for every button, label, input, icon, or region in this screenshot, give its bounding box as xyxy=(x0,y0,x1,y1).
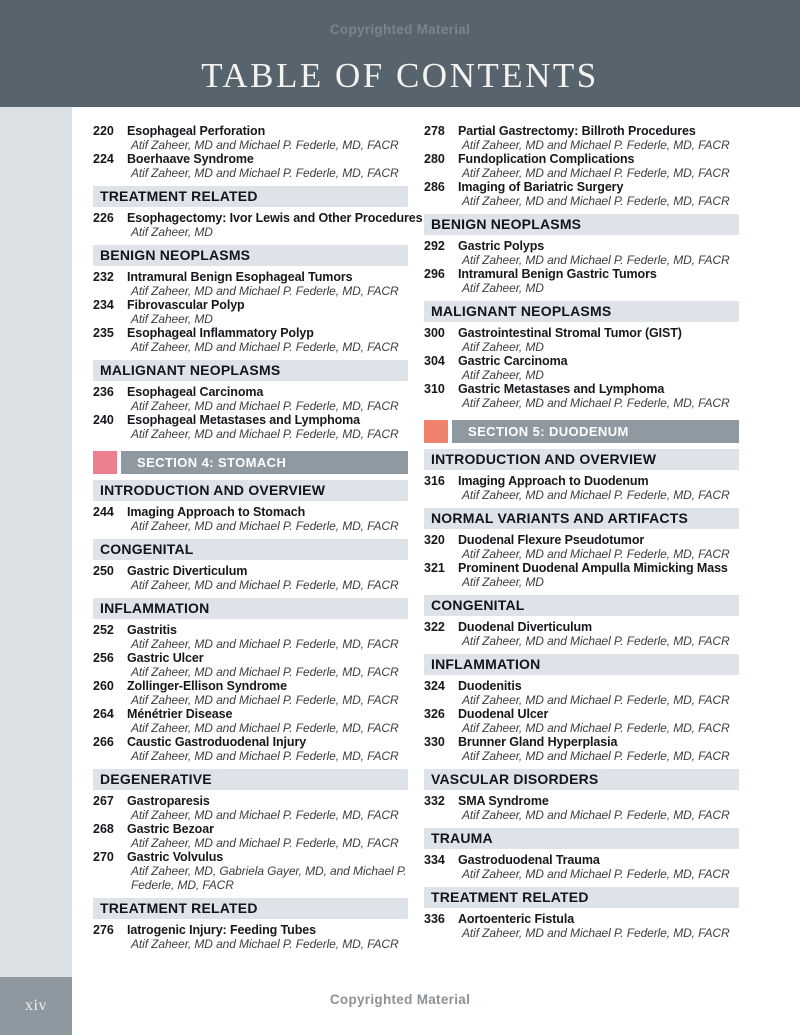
toc-entry-title: Gastric Diverticulum xyxy=(127,564,248,578)
toc-entry-body xyxy=(127,822,408,850)
toc-entry-body xyxy=(458,707,739,735)
toc-entry-page-number: 264 xyxy=(93,707,114,721)
toc-entry-page-number: 266 xyxy=(93,735,114,749)
toc-entry-body xyxy=(458,735,739,763)
toc-entry-page-number: 250 xyxy=(93,564,114,578)
toc-entry-page-number: 334 xyxy=(424,853,445,867)
page-number: xiv xyxy=(25,997,47,1014)
toc-entry-authors: Atif Zaheer, MD and Michael P. Federle, MD, FACR xyxy=(131,340,399,354)
subsection-header: TREATMENT RELATED xyxy=(93,186,408,207)
toc-entry xyxy=(424,152,739,180)
subsection-header: CONGENITAL xyxy=(424,595,739,616)
toc-entry xyxy=(93,505,408,533)
toc-entry-title: Iatrogenic Injury: Feeding Tubes xyxy=(127,923,316,937)
subsection-header: MALIGNANT NEOPLASMS xyxy=(93,360,408,381)
toc-entry-authors: Atif Zaheer, MD xyxy=(131,312,213,326)
toc-entry-title: Caustic Gastroduodenal Injury xyxy=(127,735,307,749)
subsection-header: INTRODUCTION AND OVERVIEW xyxy=(93,480,408,501)
toc-entry xyxy=(93,794,408,822)
toc-entry-body xyxy=(458,382,739,410)
toc-entry-body xyxy=(127,298,408,326)
toc-entry xyxy=(93,124,408,152)
toc-entry-authors: Atif Zaheer, MD and Michael P. Federle, MD, FACR xyxy=(131,166,399,180)
toc-entry-page-number: 292 xyxy=(424,239,445,253)
toc-entry-page-number: 324 xyxy=(424,679,445,693)
toc-entry xyxy=(93,735,408,763)
toc-entry-body xyxy=(458,124,739,152)
toc-entry xyxy=(93,270,408,298)
subsection-header: TREATMENT RELATED xyxy=(424,887,739,908)
toc-entry xyxy=(424,124,739,152)
toc-entry-title: Gastric Volvulus xyxy=(127,850,224,864)
toc-entry-page-number: 256 xyxy=(93,651,114,665)
toc-entry-title: Esophagectomy: Ivor Lewis and Other Procedures xyxy=(127,211,423,225)
toc-entry-title: Esophageal Carcinoma xyxy=(127,385,264,399)
toc-entry-page-number: 278 xyxy=(424,124,445,138)
toc-entry-body xyxy=(127,270,408,298)
toc-entry-title: Duodenal Diverticulum xyxy=(458,620,593,634)
toc-entry-title: Fundoplication Complications xyxy=(458,152,635,166)
toc-entry-authors: Atif Zaheer, MD and Michael P. Federle, MD, FACR xyxy=(131,519,399,533)
toc-entry-page-number: 276 xyxy=(93,923,114,937)
toc-entry-authors: Atif Zaheer, MD and Michael P. Federle, MD, FACR xyxy=(462,396,730,410)
toc-entry-authors: Atif Zaheer, MD xyxy=(462,368,544,382)
toc-entry-body xyxy=(127,707,408,735)
toc-entry-title: Prominent Duodenal Ampulla Mimicking Mass xyxy=(458,561,728,575)
toc-entry-body xyxy=(458,239,739,267)
toc-entry-title: Gastric Ulcer xyxy=(127,651,204,665)
toc-entry-authors: Atif Zaheer, MD and Michael P. Federle, MD, FACR xyxy=(462,808,730,822)
toc-entry xyxy=(93,211,423,239)
section-header xyxy=(93,451,408,474)
toc-entry-authors: Atif Zaheer, MD xyxy=(131,225,213,239)
toc-entry xyxy=(424,912,739,940)
toc-entry-title: Imaging Approach to Duodenum xyxy=(458,474,649,488)
toc-entry-title: Zollinger-Ellison Syndrome xyxy=(127,679,287,693)
toc-entry-title: Brunner Gland Hyperplasia xyxy=(458,735,618,749)
toc-entry-authors: Atif Zaheer, MD xyxy=(462,340,544,354)
toc-entry xyxy=(424,382,739,410)
toc-entry-page-number: 267 xyxy=(93,794,114,808)
toc-entry-authors: Atif Zaheer, MD and Michael P. Federle, MD, FACR xyxy=(462,693,730,707)
toc-entry-authors: Atif Zaheer, MD and Michael P. Federle, MD, FACR xyxy=(462,926,730,940)
toc-entry xyxy=(424,679,739,707)
toc-entry-page-number: 220 xyxy=(93,124,114,138)
toc-entry-page-number: 320 xyxy=(424,533,445,547)
toc-entry-body xyxy=(458,794,739,822)
toc-entry xyxy=(93,326,408,354)
section-label: SECTION 4: STOMACH xyxy=(121,451,408,474)
toc-entry-title: Duodenal Flexure Pseudotumor xyxy=(458,533,645,547)
toc-entry-page-number: 322 xyxy=(424,620,445,634)
toc-entry-body xyxy=(458,561,739,589)
toc-entry-authors: Atif Zaheer, MD and Michael P. Federle, MD, FACR xyxy=(462,721,730,735)
toc-entry-authors: Atif Zaheer, MD and Michael P. Federle, MD, FACR xyxy=(131,578,399,592)
toc-entry xyxy=(424,794,739,822)
toc-entry-title: Esophageal Inflammatory Polyp xyxy=(127,326,314,340)
section-accent-square xyxy=(93,451,117,474)
toc-entry-authors: Atif Zaheer, MD and Michael P. Federle, MD, FACR xyxy=(462,634,730,648)
toc-entry-body xyxy=(458,152,739,180)
toc-entry-authors: Atif Zaheer, MD and Michael P. Federle, MD, FACR xyxy=(462,166,730,180)
toc-entry-authors: Atif Zaheer, MD and Michael P. Federle, MD, FACR xyxy=(131,808,399,822)
section-accent-square xyxy=(424,420,448,443)
toc-entry-title: Gastric Metastases and Lymphoma xyxy=(458,382,665,396)
toc-entry-page-number: 226 xyxy=(93,211,114,225)
toc-entry-authors: Atif Zaheer, MD and Michael P. Federle, MD, FACR xyxy=(462,138,730,152)
toc-entry xyxy=(424,853,739,881)
toc-entry-page-number: 280 xyxy=(424,152,445,166)
toc-entry xyxy=(424,620,739,648)
toc-entry-page-number: 224 xyxy=(93,152,114,166)
toc-entry-body xyxy=(458,853,739,881)
toc-entry xyxy=(424,533,739,561)
toc-entry-title: Gastrointestinal Stromal Tumor (GIST) xyxy=(458,326,682,340)
subsection-header: INFLAMMATION xyxy=(424,654,739,675)
toc-entry-page-number: 316 xyxy=(424,474,445,488)
subsection-header: NORMAL VARIANTS AND ARTIFACTS xyxy=(424,508,739,529)
toc-entry-authors: Atif Zaheer, MD and Michael P. Federle, MD, FACR xyxy=(131,749,399,763)
toc-entry xyxy=(93,413,408,441)
toc-entry xyxy=(93,923,408,951)
toc-entry xyxy=(93,152,408,180)
toc-entry-body xyxy=(127,211,423,239)
toc-entry-body xyxy=(127,505,408,533)
toc-entry-body xyxy=(458,267,739,295)
subsection-header: CONGENITAL xyxy=(93,539,408,560)
toc-entry-authors: Atif Zaheer, MD and Michael P. Federle, MD, FACR xyxy=(462,547,730,561)
toc-entry xyxy=(93,651,408,679)
toc-entry-page-number: 232 xyxy=(93,270,114,284)
toc-entry-body xyxy=(127,850,408,892)
toc-entry-authors: Atif Zaheer, MD and Michael P. Federle, MD, FACR xyxy=(462,867,730,881)
toc-entry xyxy=(93,850,408,892)
toc-entry-page-number: 330 xyxy=(424,735,445,749)
toc-entry-body xyxy=(127,794,408,822)
toc-entry-authors: Atif Zaheer, MD and Michael P. Federle, MD, FACR xyxy=(131,937,399,951)
toc-entry-body xyxy=(127,152,408,180)
toc-entry-authors: Atif Zaheer, MD and Michael P. Federle, MD, FACR xyxy=(131,399,399,413)
toc-entry-page-number: 235 xyxy=(93,326,114,340)
toc-entry-title: Imaging of Bariatric Surgery xyxy=(458,180,624,194)
section-header xyxy=(424,420,739,443)
toc-entry-body xyxy=(458,533,739,561)
toc-entry-title: Gastric Bezoar xyxy=(127,822,214,836)
toc-entry xyxy=(424,239,739,267)
toc-entry xyxy=(424,326,739,354)
toc-entry-title: Gastroparesis xyxy=(127,794,210,808)
toc-entry-page-number: 332 xyxy=(424,794,445,808)
toc-entry-page-number: 260 xyxy=(93,679,114,693)
toc-entry-title: Aortoenteric Fistula xyxy=(458,912,575,926)
toc-entry xyxy=(424,707,739,735)
toc-entry-title: Duodenal Ulcer xyxy=(458,707,549,721)
toc-entry-page-number: 244 xyxy=(93,505,114,519)
toc-entry-title: Ménétrier Disease xyxy=(127,707,233,721)
toc-entry-body xyxy=(127,385,408,413)
toc-entry-authors: Atif Zaheer, MD and Michael P. Federle, MD, FACR xyxy=(462,253,730,267)
toc-entry-title: Partial Gastrectomy: Billroth Procedures xyxy=(458,124,696,138)
subsection-header: DEGENERATIVE xyxy=(93,769,408,790)
toc-entry-page-number: 286 xyxy=(424,180,445,194)
toc-entry-page-number: 336 xyxy=(424,912,445,926)
toc-entry-authors: Atif Zaheer, MD and Michael P. Federle, MD, FACR xyxy=(131,721,399,735)
toc-entry xyxy=(93,385,408,413)
toc-entry-body xyxy=(127,124,408,152)
toc-entry xyxy=(93,298,408,326)
toc-entry-authors: Atif Zaheer, MD and Michael P. Federle, MD, FACR xyxy=(462,488,730,502)
toc-entry-body xyxy=(458,474,739,502)
toc-entry xyxy=(424,267,739,295)
left-margin-rail xyxy=(0,107,72,1035)
toc-entry-page-number: 252 xyxy=(93,623,114,637)
subsection-header: VASCULAR DISORDERS xyxy=(424,769,739,790)
toc-entry-title: Gastric Carcinoma xyxy=(458,354,568,368)
toc-entry-authors: Atif Zaheer, MD and Michael P. Federle, MD, FACR xyxy=(131,637,399,651)
toc-entry-title: Esophageal Perforation xyxy=(127,124,266,138)
toc-entry xyxy=(93,679,408,707)
toc-entry-body xyxy=(127,623,408,651)
toc-entry-title: Boerhaave Syndrome xyxy=(127,152,254,166)
toc-entry-page-number: 240 xyxy=(93,413,114,427)
toc-entry-body xyxy=(458,620,739,648)
toc-entry-body xyxy=(127,735,408,763)
toc-entry-authors: Atif Zaheer, MD, Gabriela Gayer, MD, and Michael P. xyxy=(131,864,407,878)
toc-entry-authors: Federle, MD, FACR xyxy=(131,878,234,892)
toc-entry-body xyxy=(458,180,739,208)
subsection-header: INFLAMMATION xyxy=(93,598,408,619)
toc-entry-body xyxy=(458,354,739,382)
toc-entry-authors: Atif Zaheer, MD and Michael P. Federle, MD, FACR xyxy=(462,749,730,763)
toc-column-left xyxy=(93,124,423,951)
toc-entry-page-number: 326 xyxy=(424,707,445,721)
toc-entry-authors: Atif Zaheer, MD and Michael P. Federle, MD, FACR xyxy=(131,138,399,152)
page-header-banner xyxy=(0,0,800,107)
subsection-header: TRAUMA xyxy=(424,828,739,849)
toc-entry-body xyxy=(127,651,408,679)
toc-entry-title: Imaging Approach to Stomach xyxy=(127,505,306,519)
toc-entry-title: Fibrovascular Polyp xyxy=(127,298,245,312)
section-label: SECTION 5: DUODENUM xyxy=(452,420,739,443)
toc-entry xyxy=(424,180,739,208)
toc-entry-authors: Atif Zaheer, MD and Michael P. Federle, MD, FACR xyxy=(131,693,399,707)
toc-entry-body xyxy=(458,912,739,940)
subsection-header: BENIGN NEOPLASMS xyxy=(93,245,408,266)
toc-entry-title: Gastritis xyxy=(127,623,177,637)
toc-entry-body xyxy=(127,679,408,707)
toc-entry-page-number: 234 xyxy=(93,298,114,312)
subsection-header: MALIGNANT NEOPLASMS xyxy=(424,301,739,322)
toc-entry-page-number: 321 xyxy=(424,561,445,575)
toc-entry xyxy=(93,623,408,651)
toc-entry xyxy=(93,564,408,592)
copyright-notice-bottom: Copyrighted Material xyxy=(329,992,471,1007)
toc-entry-body xyxy=(127,564,408,592)
subsection-header: BENIGN NEOPLASMS xyxy=(424,214,739,235)
toc-entry-authors: Atif Zaheer, MD and Michael P. Federle, MD, FACR xyxy=(131,836,399,850)
toc-entry-authors: Atif Zaheer, MD and Michael P. Federle, MD, FACR xyxy=(131,427,399,441)
toc-entry-authors: Atif Zaheer, MD and Michael P. Federle, MD, FACR xyxy=(131,665,399,679)
toc-entry-title: Esophageal Metastases and Lymphoma xyxy=(127,413,361,427)
toc-entry-page-number: 268 xyxy=(93,822,114,836)
toc-entry-page-number: 300 xyxy=(424,326,445,340)
toc-entry-title: Gastroduodenal Trauma xyxy=(458,853,600,867)
toc-entry-title: Intramural Benign Gastric Tumors xyxy=(458,267,657,281)
subsection-header: TREATMENT RELATED xyxy=(93,898,408,919)
toc-entry-body xyxy=(458,679,739,707)
copyright-notice-top: Copyrighted Material xyxy=(329,22,471,37)
toc-entry-title: SMA Syndrome xyxy=(458,794,549,808)
toc-entry-page-number: 310 xyxy=(424,382,445,396)
toc-entry xyxy=(424,735,739,763)
toc-entry-title: Intramural Benign Esophageal Tumors xyxy=(127,270,353,284)
toc-entry-page-number: 270 xyxy=(93,850,114,864)
toc-entry-authors: Atif Zaheer, MD and Michael P. Federle, MD, FACR xyxy=(131,284,399,298)
toc-entry-body xyxy=(127,326,408,354)
toc-entry xyxy=(424,474,739,502)
toc-entry-body xyxy=(458,326,739,354)
toc-entry-page-number: 304 xyxy=(424,354,445,368)
toc-entry-page-number: 236 xyxy=(93,385,114,399)
toc-entry-authors: Atif Zaheer, MD xyxy=(462,281,544,295)
toc-entry-title: Duodenitis xyxy=(458,679,522,693)
toc-entry xyxy=(424,354,739,382)
toc-entry-body xyxy=(127,923,408,951)
toc-entry-page-number: 296 xyxy=(424,267,445,281)
toc-entry-authors: Atif Zaheer, MD xyxy=(462,575,544,589)
toc-column-right xyxy=(424,124,739,951)
toc-entry xyxy=(93,707,408,735)
page-title: TABLE OF CONTENTS xyxy=(201,56,599,95)
toc-entry-body xyxy=(127,413,408,441)
toc-content xyxy=(72,107,800,951)
toc-entry xyxy=(93,822,408,850)
toc-entry xyxy=(424,561,739,589)
toc-entry-title: Gastric Polyps xyxy=(458,239,545,253)
subsection-header: INTRODUCTION AND OVERVIEW xyxy=(424,449,739,470)
toc-entry-authors: Atif Zaheer, MD and Michael P. Federle, MD, FACR xyxy=(462,194,730,208)
